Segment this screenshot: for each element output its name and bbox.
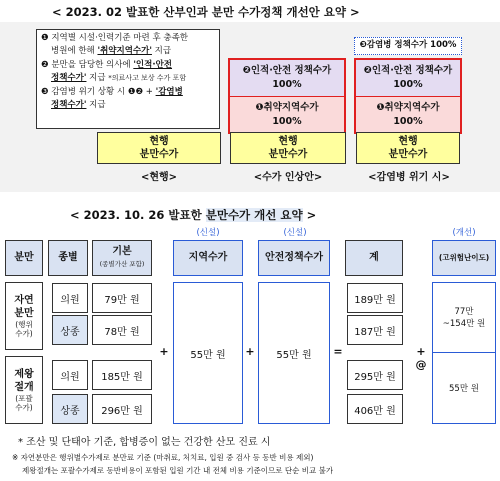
- category-cesarean: 제왕 절개 (포괄 수가): [5, 356, 43, 424]
- row-total: 187만 원: [347, 315, 403, 345]
- bottom-title: < 2023. 10. 26 발표한 분만수가 개선 요약 >: [70, 208, 317, 222]
- footnote-3: 제왕절개는 포괄수가제로 동반비용이 포함된 입원 기간 내 전체 비용 기준이므로 단순 비교 불가: [22, 466, 334, 475]
- revise-tag: (개선): [452, 228, 476, 238]
- policy-notes: [36, 29, 220, 129]
- row-type: 상종: [52, 394, 88, 424]
- pandemic-safety-policy: ❷인적·안전 정책수가 100%: [356, 60, 460, 96]
- category-natural: 자연 분만 (행위 수가): [5, 282, 43, 350]
- high-risk-cesarean: 55만 원: [433, 353, 495, 422]
- note-3: ❸ 감염병 위기 상황 시 ❶❷ + '감염병 정책수가' 지급: [41, 87, 183, 110]
- row-total: 295만 원: [347, 360, 403, 390]
- raise-caption: <수가 인상안>: [253, 172, 323, 183]
- infection-policy-box: ❸감염병 정책수가 100%: [354, 37, 462, 55]
- regional-value: 55만 원: [173, 282, 243, 424]
- row-base: 79만 원: [92, 283, 152, 313]
- pandemic-policy-stack: [354, 58, 462, 134]
- footnote-1: * 조산 및 단태아 기준, 합병증이 없는 건강한 산모 진료 시: [18, 437, 271, 448]
- header-high-risk: (고위험난이도): [432, 240, 496, 276]
- current-delivery-fee-box: 현행 분만수가: [97, 132, 221, 164]
- raise-regional-policy: ❶취약지역수가 100%: [230, 96, 344, 132]
- header-base: 기본 (종별가산 포함): [92, 240, 152, 276]
- plus-operator: +: [159, 345, 169, 358]
- header-safety: 안전정책수가: [258, 240, 330, 276]
- pandemic-caption: <감염병 위기 시>: [368, 172, 450, 183]
- current-caption: <현행>: [140, 172, 178, 183]
- raise-delivery-fee-box: 현행 분만수가: [230, 132, 346, 164]
- header-total: 계: [345, 240, 403, 276]
- top-title: < 2023. 02 발표한 산부인과 분만 수가정책 개선안 요약 >: [52, 5, 360, 19]
- header-regional: 지역수가: [173, 240, 243, 276]
- equals-operator: =: [333, 345, 343, 358]
- high-risk-natural: 77만 ~154만 원: [433, 283, 495, 353]
- new-tag-regional: (신설): [196, 228, 220, 238]
- footnote-2: ※ 자연분만은 행위별수가제로 분만료 기준 (마취료, 처치료, 입원 중 검사 등 동반 비용 제외): [12, 453, 314, 462]
- note-2: ❷ 분만을 담당한 의사에 '인적·안전 정책수가' 지급 *의료사고 보상 수가 포함: [41, 60, 187, 83]
- row-total: 406만 원: [347, 394, 403, 424]
- row-base: 185만 원: [92, 360, 152, 390]
- pandemic-delivery-fee-box: 현행 분만수가: [356, 132, 460, 164]
- row-base: 296만 원: [92, 394, 152, 424]
- raise-safety-policy: ❷인적·안전 정책수가 100%: [230, 60, 344, 96]
- plus-operator: +: [245, 345, 255, 358]
- new-tag-safety: (신설): [283, 228, 307, 238]
- high-risk-column: [432, 282, 496, 424]
- header-delivery: 분만: [5, 240, 43, 276]
- row-type: 상종: [52, 315, 88, 345]
- safety-value: 55만 원: [258, 282, 330, 424]
- plus-at-operator: + @: [415, 345, 427, 371]
- row-base: 78만 원: [92, 315, 152, 345]
- pandemic-regional-policy: ❶취약지역수가 100%: [356, 96, 460, 132]
- header-type: 종별: [48, 240, 88, 276]
- row-total: 189만 원: [347, 283, 403, 313]
- note-1: ❶ 지역별 시설·인력기준 마련 후 충족한 병원에 한해 '취약지역수가' 지급: [41, 33, 188, 56]
- row-type: 의원: [52, 360, 88, 390]
- row-type: 의원: [52, 283, 88, 313]
- raise-policy-stack: [228, 58, 346, 134]
